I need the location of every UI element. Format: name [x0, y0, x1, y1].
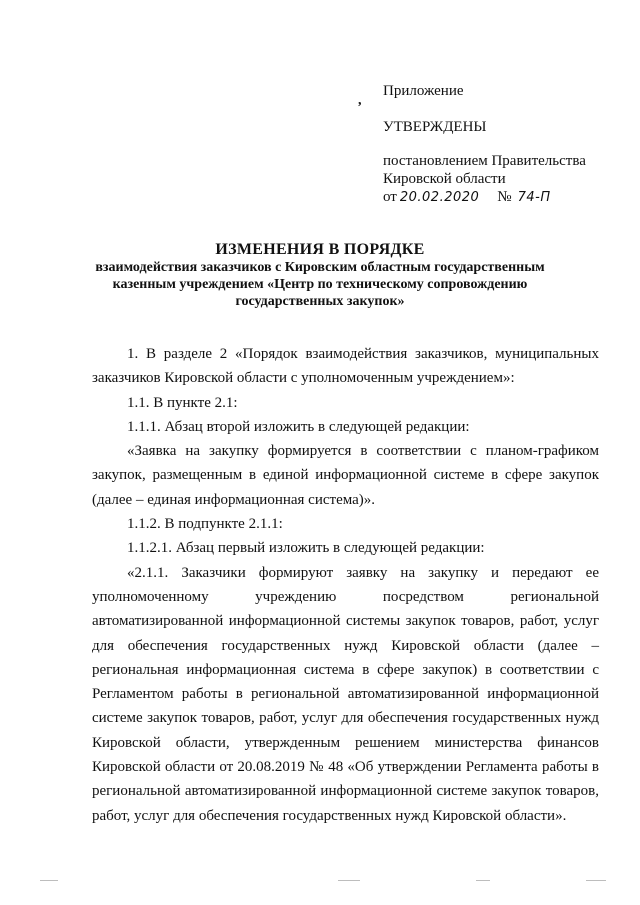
scan-artifacts — [0, 880, 640, 890]
paragraph-2: 1.1. В пункте 2.1: — [127, 394, 238, 411]
paragraph-7: «2.1.1. Заказчики формируют заявку на закупку и передают ее уполномоченному учреждению посредством региональной автоматизированной информационной системы закупок товаров, работ, услуг для обеспечения государственных нужд Кировской области (далее – региональная информационная система в сфере закупок) в соответствии с Регламентом работы в региональной автоматизированной информационной системе закупок товаров, работ, услуг для обеспечения государственных нужд Кировской области, утвержденным решением министерства финансов Кировской области от 20.08.2019 № 48 «Об утверждении Регламента работы в региональной автоматизированной информационной системе закупок товаров, работ, услуг для обеспечения государственных нужд Кировской области». — [92, 564, 599, 824]
from-label: от — [383, 189, 397, 205]
paragraph-3: 1.1.1. Абзац второй изложить в следующей редакции: — [127, 418, 470, 435]
handwritten-number: 74-П — [517, 190, 551, 205]
heading-title: ИЗМЕНЕНИЯ В ПОРЯДКЕ — [215, 241, 425, 258]
date-number-line — [383, 188, 623, 207]
paragraph-6: 1.1.2.1. Абзац первый изложить в следующей редакции: — [127, 540, 485, 557]
approved-label: УТВЕРЖДЕНЫ — [383, 119, 487, 135]
document-heading — [80, 240, 560, 310]
paragraph-4: «Заявка на закупку формируется в соответствии с планом-графиком закупок, размещенным в единой информационной системе в сфере закупок (далее – единая информационная система)». — [92, 443, 599, 508]
heading-subtitle-1: взаимодействия заказчиков с Кировским областным государственным — [95, 260, 545, 275]
appendix-label: Приложение — [383, 83, 464, 99]
heading-subtitle-3: государственных закупок» — [235, 294, 405, 309]
stray-mark: , — [358, 93, 362, 108]
heading-subtitle-2: казенным учреждением «Центр по техническому сопровождению — [112, 277, 528, 292]
region-label: Кировской области — [383, 171, 506, 187]
approval-block — [383, 82, 623, 207]
paragraph-5: 1.1.2. В подпункте 2.1.1: — [127, 516, 283, 533]
handwritten-date: 20.02.2020 — [399, 190, 480, 205]
resolution-label: постановлением Правительства — [383, 153, 586, 169]
document-body — [92, 342, 599, 828]
number-sign: № — [497, 189, 512, 205]
paragraph-1: 1. В разделе 2 «Порядок взаимодействия заказчиков, муниципальных заказчиков Кировской области с уполномоченным учреждением»: — [92, 346, 599, 387]
